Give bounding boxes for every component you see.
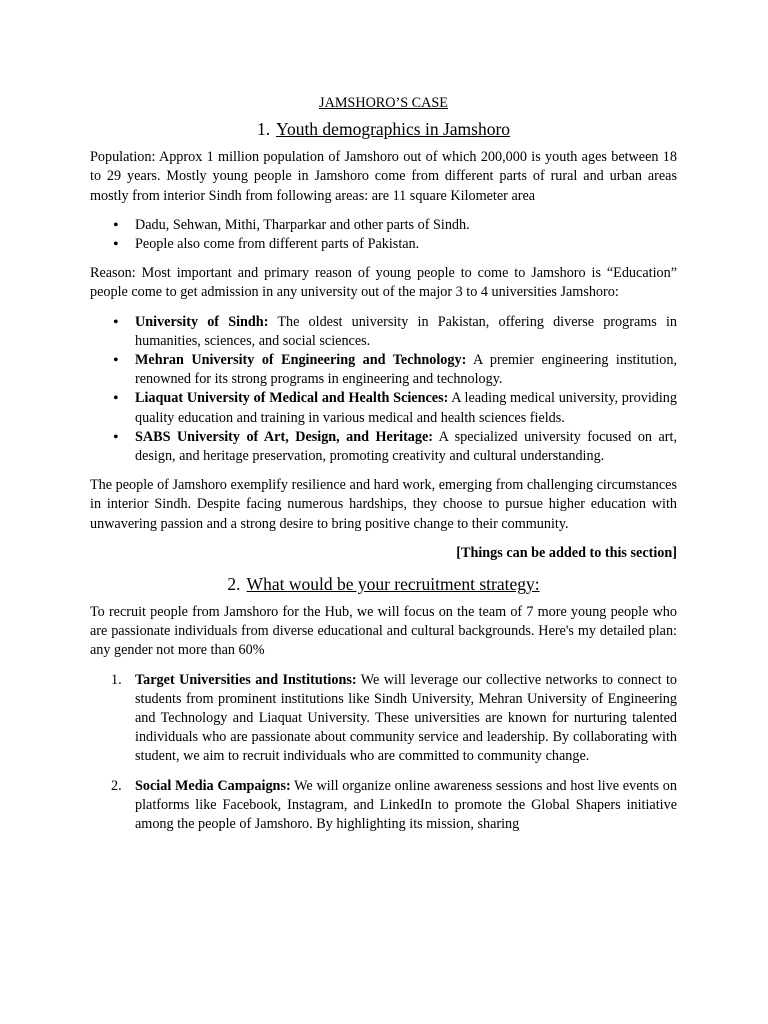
section-2-title: What would be your recruitment strategy: xyxy=(246,574,540,595)
universities-list xyxy=(90,313,677,467)
population-paragraph: Population: Approx 1 million population of Jamshoro out of which 200,000 is youth ages between 18 to 29 years. Mostly young people in Jamshoro come from different parts of rural and urban areas mostly from interior Sindh from following areas: are 11 square Kilometer area xyxy=(90,149,677,204)
section-1-number: 1. xyxy=(256,119,271,140)
strategy-list xyxy=(90,671,677,835)
section-2-number: 2. xyxy=(227,574,241,595)
strategy-title: Social Media Campaigns: xyxy=(135,777,291,794)
people-paragraph: The people of Jamshoro exemplify resilience and hard work, emerging from challenging circumstances in interior Sindh. Despite facing numerous hardships, they choose to pursue higher education with unwavering passion and a strong desire to bring positive change to their community. xyxy=(90,477,677,532)
university-item xyxy=(90,389,677,427)
university-name: Mehran University of Engineering and Technology: xyxy=(135,352,467,369)
university-name: SABS University of Art, Design, and Heritage: xyxy=(135,428,434,445)
strategy-item xyxy=(90,671,677,767)
strategy-title: Target Universities and Institutions: xyxy=(135,671,357,688)
university-description: The oldest university in Pakistan, offering diverse programs in humanities, sciences, and social sciences. xyxy=(135,313,677,349)
university-name: University of Sindh: xyxy=(135,313,269,330)
university-item xyxy=(90,428,677,466)
reason-paragraph: Reason: Most important and primary reason of young people to come to Jamshoro is “Education” people come to get admission in any university out of the major 3 to 4 universities Jamshoro: xyxy=(90,265,677,301)
strategy-description: We will leverage our collective networks to connect to students from prominent institutions like Sindh University, Mehran University of Engineering and Technology and Liaquat University. These universities are known for nurturing talented individuals who are passionate about community service and leadership. By collaborating with student, we aim to recruit individuals who are committed to community change. xyxy=(135,671,677,765)
areas-list-item: • Dadu, Sehwan, Mithi, Tharparkar and other parts of Sindh. xyxy=(90,216,677,235)
document-title: JAMSHORO’S CASE xyxy=(319,95,448,111)
strategy-item xyxy=(90,777,677,835)
university-name: Liaquat University of Medical and Health Sciences: xyxy=(135,390,449,407)
section-1-title: Youth demographics in Jamshoro xyxy=(276,119,511,140)
university-description: A premier engineering institution, renowned for its strong programs in engineering and technology. xyxy=(135,352,678,388)
university-item xyxy=(90,313,677,351)
university-description: A specialized university focused on art, design, and heritage preservation, promoting creativity and cultural understanding. xyxy=(135,428,677,465)
section-note: [Things can be added to this section] xyxy=(456,544,677,561)
document-body xyxy=(90,94,677,844)
strategy-number: 1. xyxy=(111,671,122,688)
section-2-heading xyxy=(90,573,677,595)
university-item xyxy=(90,351,677,389)
university-description: A leading medical university, providing quality education and training in various medical and health sciences fields. xyxy=(135,390,677,426)
areas-list xyxy=(90,216,677,254)
strategy-number: 2. xyxy=(111,777,122,794)
strategy-description: We will organize online awareness sessions and host live events on platforms like Facebook, Instagram, and LinkedIn to promote the Global Shapers initiative among the people of Jamshoro. By highlighting its mission, sharing xyxy=(135,777,677,833)
areas-list-item: • People also come from different parts of Pakistan. xyxy=(90,235,677,254)
section-1-heading xyxy=(90,118,677,140)
recruitment-intro-paragraph: To recruit people from Jamshoro for the Hub, we will focus on the team of 7 more young people who are passionate individuals from diverse educational and cultural backgrounds. Here's my detailed plan: any gender not more than 60% xyxy=(90,604,677,659)
